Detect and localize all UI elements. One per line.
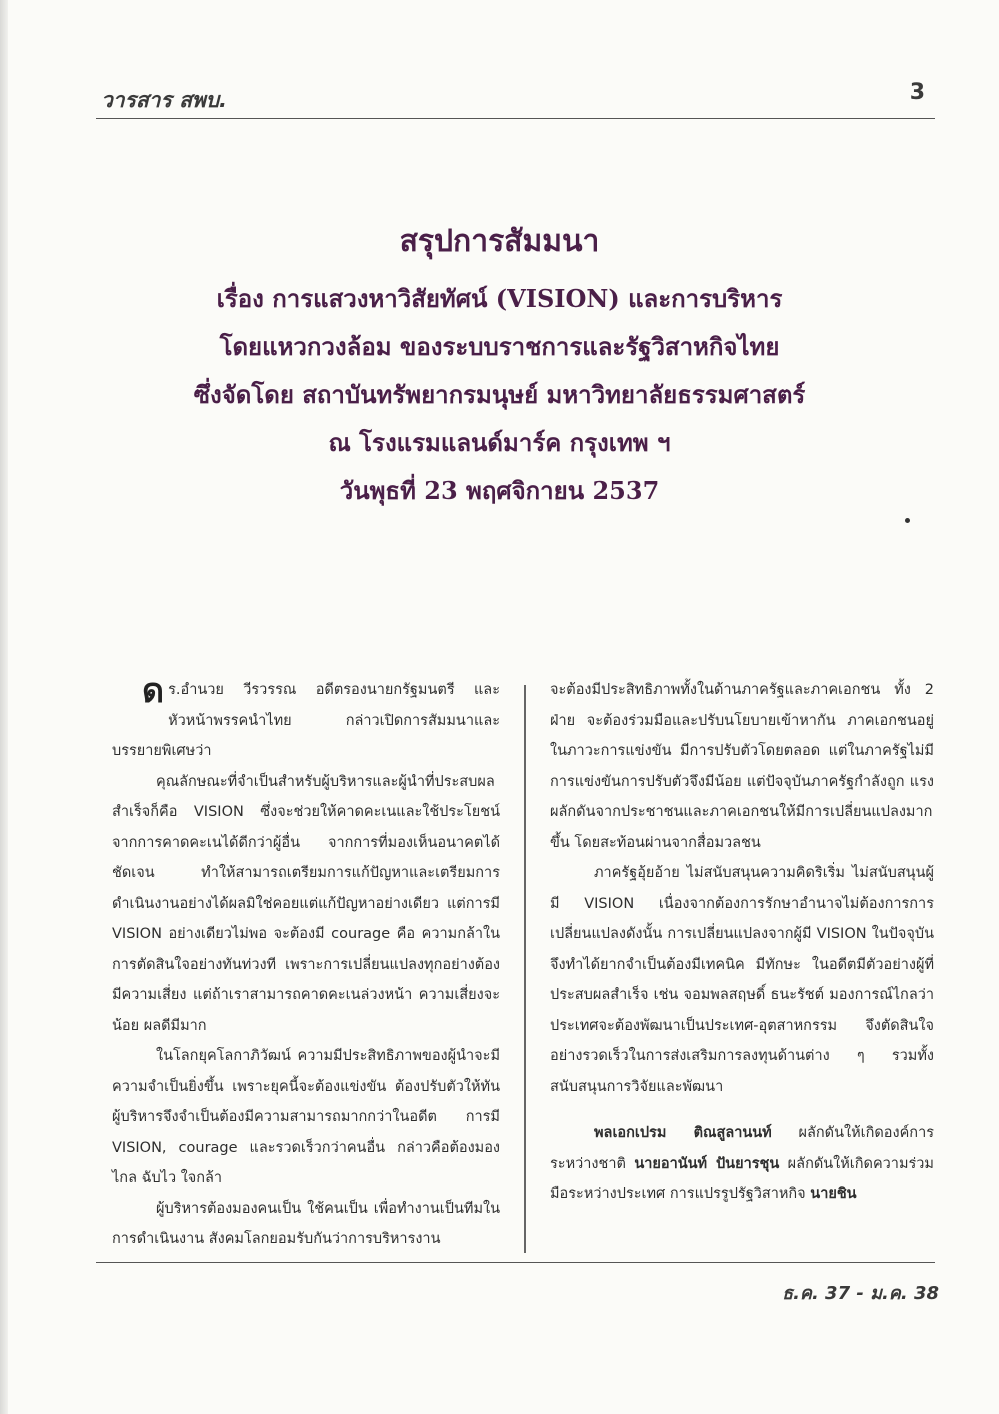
title-line-5: วันพุธที่ 23 พฤศจิกายน 2537 [339,476,660,505]
drop-cap: ด [142,671,165,711]
left-paragraph-1-text: ร.อำนวย วีรวรรณ อดีตรองนายกรัฐมนตรี และหัวหน้าพรรคนำไทย กล่าวเปิดการสัมมนาและบรรยายพิเศษว่า [112,682,500,759]
ink-speck [905,518,910,523]
article-title-block [120,218,879,515]
footer-rule [96,1262,935,1263]
title-line-1: เรื่อง การแสวงหาวิสัยทัศน์ (VISION) และการบริหาร [216,284,783,313]
right-paragraph-3-text-2: ผลักดันให้เกิดความร่วมมือระหว่างประเทศ การแปรรูปรัฐวิสาหกิจ [550,1155,934,1202]
person-name-chin: นายชิน [810,1186,857,1202]
title-line-4: ณ โรงแรมแลนด์มาร์ค กรุงเทพ ฯ [328,428,671,457]
title-line-3: ซึ่งจัดโดย สถาบันทรัพยากรมนุษย์ มหาวิทยาลัยธรรมศาสตร์ [193,380,806,409]
right-paragraph-1: จะต้องมีประสิทธิภาพทั้งในด้านภาครัฐและภาคเอกชน ทั้ง 2 ฝ่าย จะต้องร่วมมือและปรับนโยบายเข้าหากัน ภาคเอกชนอยู่ในภาวะการแข่งขัน มีการปรับตัวโดยตลอด แต่ในภาครัฐไม่มีการแข่งขันการปรับตัวจึงมีน้อย แต่ปัจจุบันภาครัฐกำลังถูก แรงผลักดันจากประชาชนและภาคเอกชนให้มีการเปลี่ยนแปลงมากขึ้น โดยสะท้อนผ่านจากสื่อมวลชน [550,682,934,851]
page-number: 3 [909,80,925,105]
title-line-2: โดยแหวกวงล้อม ของระบบราชการและรัฐวิสาหกิจไทย [219,332,780,361]
column-divider [524,685,526,1253]
right-column [550,675,934,1210]
header-rule [96,118,935,119]
article-title: สรุปการสัมมนา [399,224,600,259]
left-paragraph-3: ในโลกยุคโลกาภิวัฒน์ ความมีประสิทธิภาพของผู้นำจะมีความจำเป็นยิ่งขึ้น เพราะยุคนี้จะต้องแข่งขัน ต้องปรับตัวให้ทันผู้บริหารจึงจำเป็นต้องมีความสามารถมากกว่าในอดีต การมี VISION, courage และรวดเร็วกว่าคนอื่น กล่าวคือต้องมองไกล ฉับไว ใจกล้า [112,1048,500,1186]
left-paragraph-4: ผู้บริหารต้องมองคนเป็น ใช้คนเป็น เพื่อทำงานเป็นทีมในการดำเนินงาน สังคมโลกยอมรับกันว่าการบริหารงาน [112,1200,500,1247]
right-paragraph-3-text-1: ผลักดันให้เกิดองค์การระหว่างชาติ [550,1125,935,1172]
left-paragraph-2: คุณลักษณะที่จำเป็นสำหรับผู้บริหารและผู้นำที่ประสบผลสำเร็จก็คือ VISION ซึ่งจะช่วยให้คาดคะเนและใช้ประโยชน์จากการคาดคะเนได้ดีกว่าผู้อื่น จากการที่มองเห็นอนาคตได้ชัดเจน ทำให้สามารถเตรียมการแก้ปัญหาและเตรียมการดำเนินงานอย่างได้ผลมิใช่คอยแต่แก้ปัญหาอย่างเดียว แต่การมี VISION อย่างเดียวไม่พอ จะต้องมี courage คือ ความกล้าในการตัดสินใจอย่างทันท่วงที เพราะการเปลี่ยนแปลงทุกอย่างต้องมีความเสี่ยง แต่ถ้าเราสามารถคาดคะเนล่วงหน้า ความเสี่ยงจะน้อย ผลดีมีมาก [112,773,500,1034]
right-paragraph-3 [550,1118,934,1210]
right-paragraph-2: ภาครัฐอุ้ยอ้าย ไม่สนับสนุนความคิดริเริ่ม ไม่สนับสนุนผู้มี VISION เนื่องจากต้องการรักษาอำนาจไม่ต้องการการเปลี่ยนแปลงดังนั้น การเปลี่ยนแปลงจากผู้มี VISION ในปัจจุบันจึงทำได้ยากจำเป็นต้องมีเทคนิค มีทักษะ ในอดีตมีตัวอย่างผู้ที่ประสบผลสำเร็จ เช่น จอมพลสฤษดิ์ ธนะรัชต์ มองการณ์ไกลว่าประเทศจะต้องพัฒนาเป็นประเทศ-อุตสาหกรรม จึงตัดสินใจอย่างรวดเร็วในการส่งเสริมการลงทุนด้านต่าง ๆ รวมทั้งสนับสนุนการวิจัยและพัฒนา [550,865,934,1095]
left-paragraph-1 [112,671,500,767]
issue-date: ธ.ค. 37 - ม.ค. 38 [782,1283,939,1304]
person-name-anand: นายอานันท์ ปันยารชุน [634,1155,780,1172]
left-column [112,671,500,1255]
page-edge-shadow [0,0,8,1414]
journal-name: วารสาร สพบ. [101,88,228,112]
person-name-prem: พลเอกเปรม ติณสูลานนท์ [594,1125,772,1141]
